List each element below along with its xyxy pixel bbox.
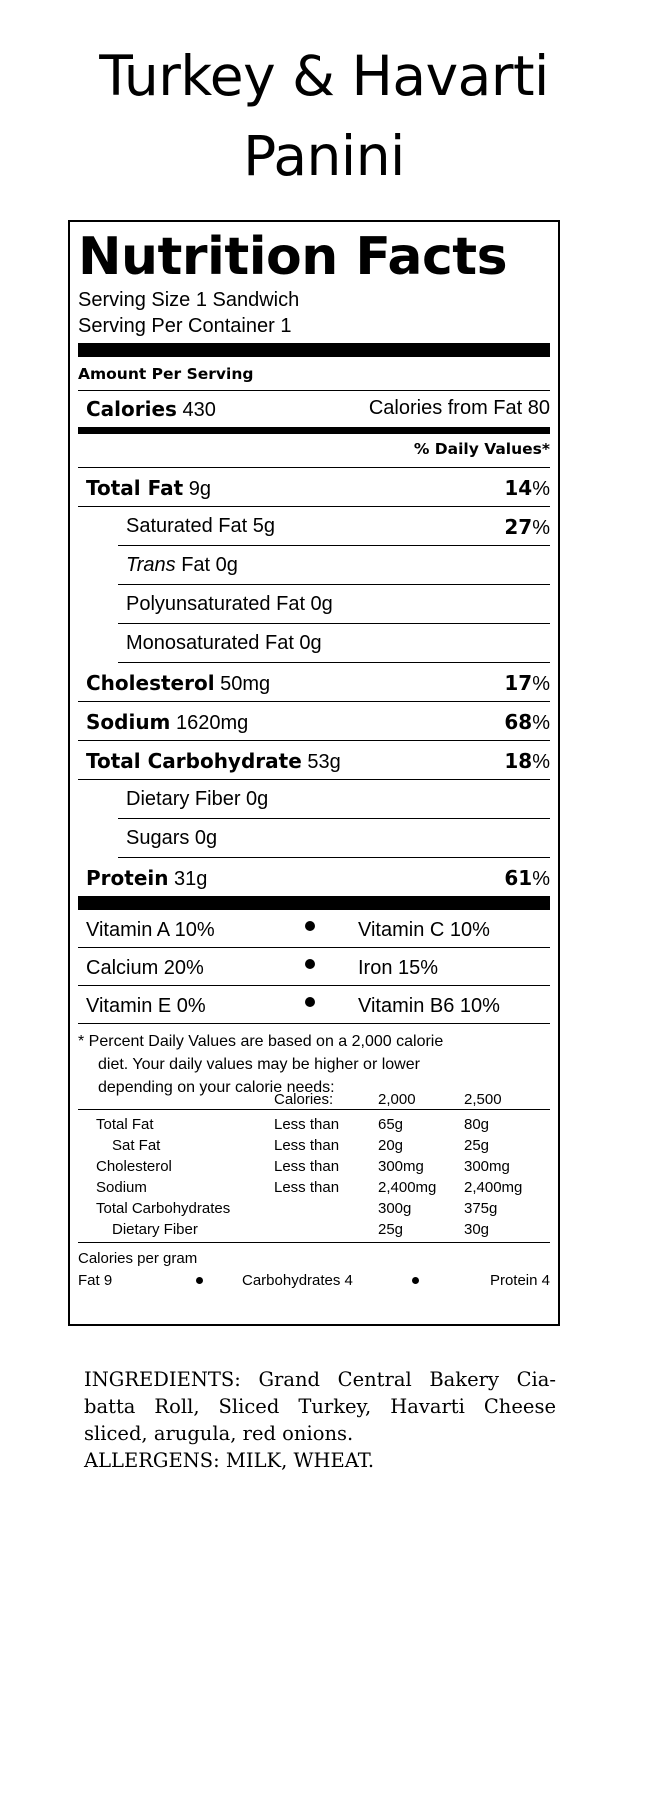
nutrient-name: Protein bbox=[86, 866, 169, 890]
nutrient-amount: 9g bbox=[188, 478, 211, 500]
daily-table-row bbox=[78, 1156, 550, 1177]
nutrient-name: Dietary Fiber 0g bbox=[126, 788, 269, 810]
ingredients-line1: INGREDIENTS: Grand Central Bakery Cia- bbox=[84, 1368, 556, 1391]
calories-per-gram: Calories per gram bbox=[78, 1250, 198, 1267]
daily-value-number: 17 bbox=[504, 671, 533, 695]
footnote-line1: * Percent Daily Values are based on a 2,000 calorie bbox=[78, 1033, 444, 1050]
nutrient-name: Sugars 0g bbox=[126, 827, 218, 849]
nutrient-name: Fat 0g bbox=[181, 554, 238, 576]
nutrient-row bbox=[118, 585, 550, 624]
table-header-calories: Calories: bbox=[274, 1091, 334, 1108]
vitamin-right: Vitamin B6 10% bbox=[358, 995, 500, 1017]
ingredients-block bbox=[84, 1366, 556, 1474]
table-2500: 375g bbox=[464, 1200, 498, 1217]
nutrient-daily-value bbox=[504, 749, 550, 774]
nutrient-name: Cholesterol bbox=[86, 671, 215, 695]
nutrient-daily-value bbox=[504, 671, 550, 696]
nutrient-row bbox=[78, 858, 550, 896]
serving-size: Serving Size 1 Sandwich bbox=[78, 289, 300, 311]
table-nutrient: Cholesterol bbox=[96, 1158, 172, 1175]
percent-sign: % bbox=[532, 673, 550, 695]
nutrient-row bbox=[78, 468, 550, 507]
nutrient-daily-value bbox=[504, 866, 550, 891]
nutrient-name: Sodium bbox=[86, 710, 171, 734]
vitamin-right: Iron 15% bbox=[358, 957, 439, 979]
table-header-2000: 2,000 bbox=[378, 1091, 416, 1108]
nutrition-facts-heading: Nutrition Facts bbox=[78, 227, 508, 287]
table-2500: 300mg bbox=[464, 1158, 510, 1175]
table-header-2500: 2,500 bbox=[464, 1091, 502, 1108]
daily-values-header: % Daily Values* bbox=[413, 440, 550, 458]
product-title-line1: Turkey & Havarti bbox=[99, 44, 549, 108]
calories-label: Calories bbox=[86, 397, 177, 421]
table-nutrient: Sat Fat bbox=[112, 1137, 161, 1154]
nutrient-amount: 1620mg bbox=[175, 712, 249, 734]
calories-row bbox=[78, 391, 550, 427]
calories-from-fat: Calories from Fat 80 bbox=[368, 397, 550, 419]
nutrient-amount: 50mg bbox=[220, 673, 271, 695]
daily-value-number: 18 bbox=[504, 749, 533, 773]
vitamin-left: Calcium 20% bbox=[86, 957, 204, 979]
nutrient-row bbox=[78, 702, 550, 741]
nutrient-row bbox=[118, 624, 550, 663]
amount-per-serving-row bbox=[78, 357, 550, 391]
table-limit: Less than bbox=[274, 1116, 340, 1133]
per-gram-row bbox=[78, 1270, 550, 1292]
nutrient-row bbox=[118, 819, 550, 858]
per-gram-fat: Fat 9 bbox=[78, 1272, 113, 1289]
percent-sign: % bbox=[532, 478, 550, 500]
table-2000: 65g bbox=[378, 1116, 404, 1133]
vitamin-left: Vitamin A 10% bbox=[86, 919, 215, 941]
thick-divider-vitamins bbox=[78, 896, 550, 910]
bullet-icon bbox=[196, 1277, 203, 1284]
nutrient-row bbox=[78, 663, 550, 702]
product-title bbox=[0, 36, 648, 196]
nutrient-name: Total Carbohydrate bbox=[86, 749, 302, 773]
servings-per-container: Serving Per Container 1 bbox=[78, 315, 292, 337]
nutrient-name: Polyunsaturated Fat 0g bbox=[126, 593, 333, 615]
ingredients-line2: batta Roll, Sliced Turkey, Havarti Cheese bbox=[84, 1395, 556, 1418]
percent-sign: % bbox=[532, 712, 550, 734]
table-nutrient: Dietary Fiber bbox=[112, 1221, 198, 1238]
daily-table-row bbox=[78, 1198, 550, 1219]
vitamin-row bbox=[78, 910, 550, 948]
nutrients-list bbox=[78, 468, 550, 896]
nutrient-daily-value bbox=[504, 710, 550, 735]
nutrient-row bbox=[118, 507, 550, 546]
daily-table-row bbox=[78, 1177, 550, 1198]
amount-per-serving: Amount Per Serving bbox=[78, 365, 254, 383]
table-2000: 25g bbox=[378, 1221, 404, 1238]
nutrient-name: Monosaturated Fat 0g bbox=[126, 632, 322, 654]
table-nutrient: Total Fat bbox=[96, 1116, 154, 1133]
nutrient-amount: 53g bbox=[307, 751, 341, 773]
nutrient-row bbox=[78, 741, 550, 780]
bullet-icon bbox=[305, 959, 315, 969]
thick-divider bbox=[78, 343, 550, 357]
nutrient-daily-value bbox=[504, 515, 550, 540]
table-2000: 300mg bbox=[378, 1158, 424, 1175]
nutrition-label bbox=[68, 220, 560, 1326]
table-2000: 20g bbox=[378, 1137, 404, 1154]
daily-table-header bbox=[78, 1091, 550, 1110]
table-limit: Less than bbox=[274, 1179, 340, 1196]
bullet-icon bbox=[305, 921, 315, 931]
daily-table bbox=[78, 1110, 550, 1243]
table-limit: Less than bbox=[274, 1158, 340, 1175]
table-2500: 25g bbox=[464, 1137, 490, 1154]
percent-sign: % bbox=[532, 868, 550, 890]
table-2500: 80g bbox=[464, 1116, 490, 1133]
nutrient-name-italic: Trans bbox=[126, 554, 176, 576]
calories-value: 430 bbox=[182, 399, 216, 421]
ingredients-line3: sliced, arugula, red onions. bbox=[84, 1422, 354, 1445]
per-gram-carbs: Carbohydrates 4 bbox=[242, 1272, 353, 1289]
vitamin-row bbox=[78, 986, 550, 1024]
vitamins-list bbox=[78, 910, 550, 1024]
nutrient-name: Saturated Fat 5g bbox=[126, 515, 275, 537]
nutrient-row bbox=[118, 780, 550, 819]
nutrient-amount: 31g bbox=[174, 868, 208, 890]
bullet-icon bbox=[305, 997, 315, 1007]
allergens: ALLERGENS: MILK, WHEAT. bbox=[84, 1449, 375, 1472]
daily-value-number: 68 bbox=[504, 710, 533, 734]
nutrient-row bbox=[118, 546, 550, 585]
percent-sign: % bbox=[532, 751, 550, 773]
table-nutrient: Sodium bbox=[96, 1179, 147, 1196]
product-title-line2: Panini bbox=[243, 124, 405, 188]
daily-value-number: 14 bbox=[504, 476, 533, 500]
nutrient-daily-value bbox=[504, 476, 550, 501]
daily-value-number: 61 bbox=[504, 866, 533, 890]
daily-table-row bbox=[78, 1135, 550, 1156]
vitamin-left: Vitamin E 0% bbox=[86, 995, 206, 1017]
table-2500: 30g bbox=[464, 1221, 490, 1238]
footnote-line3: depending on your calorie needs: bbox=[98, 1079, 335, 1096]
table-2500: 2,400mg bbox=[464, 1179, 523, 1196]
table-nutrient: Total Carbohydrates bbox=[96, 1200, 231, 1217]
vitamin-right: Vitamin C 10% bbox=[358, 919, 490, 941]
per-gram-protein: Protein 4 bbox=[489, 1272, 550, 1289]
daily-table-row bbox=[78, 1219, 550, 1240]
table-2000: 300g bbox=[378, 1200, 412, 1217]
daily-values-row bbox=[78, 434, 550, 468]
medium-divider bbox=[78, 427, 550, 434]
percent-sign: % bbox=[532, 517, 550, 539]
daily-value-number: 27 bbox=[504, 515, 533, 539]
table-2000: 2,400mg bbox=[378, 1179, 437, 1196]
table-limit: Less than bbox=[274, 1137, 340, 1154]
vitamin-row bbox=[78, 948, 550, 986]
nutrient-name: Total Fat bbox=[86, 476, 184, 500]
footnote-line2: diet. Your daily values may be higher or lower bbox=[98, 1056, 420, 1073]
bullet-icon bbox=[412, 1277, 419, 1284]
daily-table-row bbox=[78, 1114, 550, 1135]
